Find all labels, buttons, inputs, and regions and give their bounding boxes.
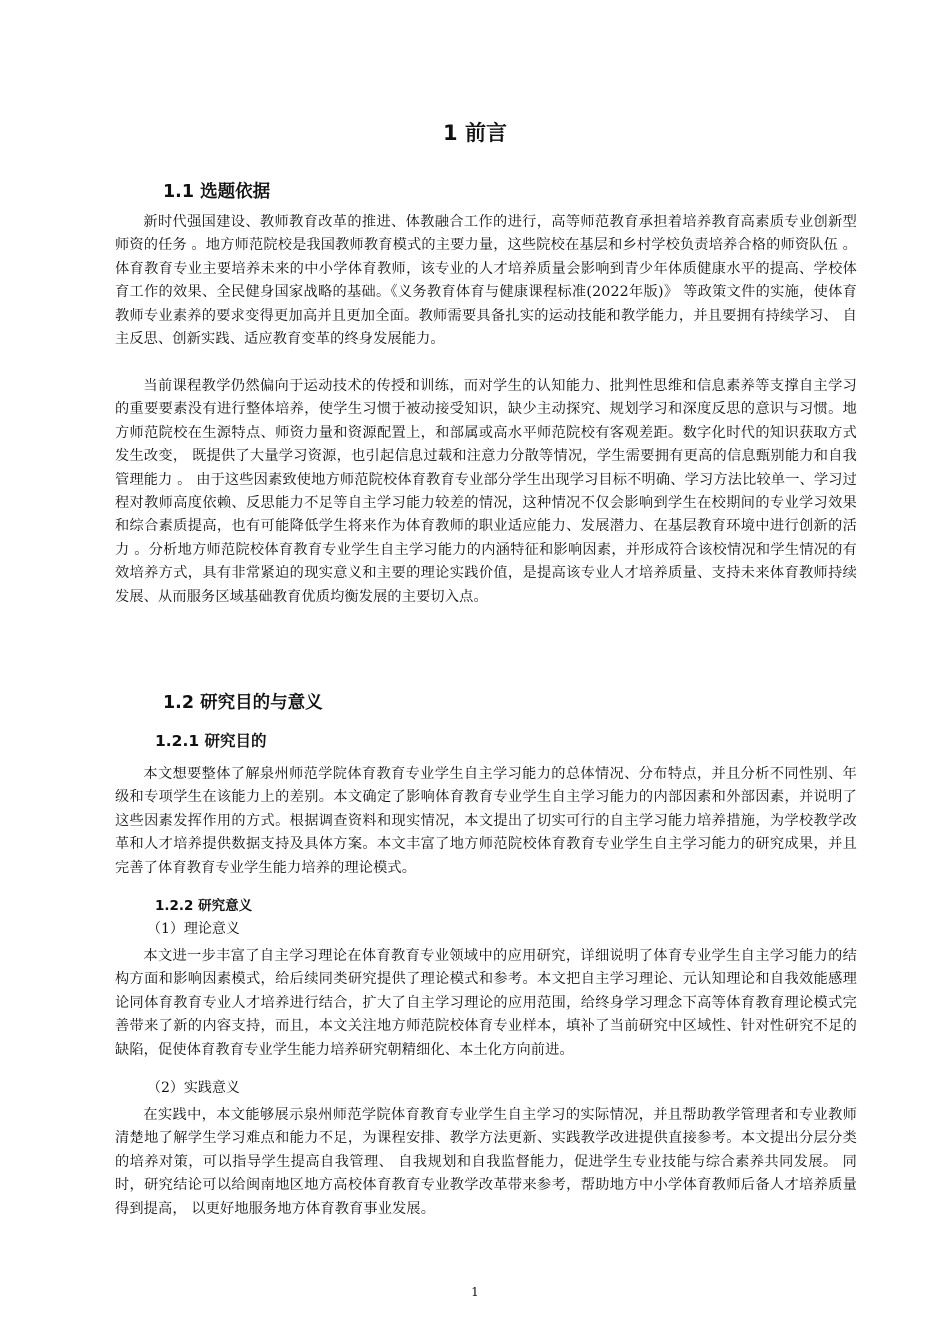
section-heading-1-2: 1.2 研究目的与意义: [163, 693, 323, 713]
paragraph-basis-2: 当前课程教学仍然偏向于运动技术的传授和训练，而对学生的认知能力、批判性思维和信息素养等支撑自主学习的重要要素没有进行整体培养，使学生习惯于被动接受知识，缺少主动探究、规划学习和深度反思的意识与习惯。地方师范院校在生源特点、师资力量和资源配置上，和部属或高水平师范院校有客观差距。数字化时代的知识获取方式发生改变， 既提供了大量学习资源，也引起信息过载和注意力分散等情况，学生需要拥有更高的信息甄别能力和自我管理能力 。 由于这些因素致使地方师范院校体育教育专业部分学生出现学习目标不明确、学习方法比较单一、学习过程对教师高度依赖、反思能力不足等自主学习能力较差的情况，这种情况不仅会影响到学生在校期间的专业学习效果和综合素质提高，也有可能降低学生将来作为体育教师的职业适应能力、发展潜力、在基层教育环境中进行创新的活力 。分析地方师范院校体育教育专业学生自主学习能力的内涵特征和影响因素，并形成符合该校情况和学生情况的有效培养方式，具有非常紧迫的现实意义和主要的理论实践价值，是提高该专业人才培养质量、支持未来体育教师持续发展、从而服务区域基础教育优质均衡发展的主要切入点。: [115, 378, 857, 605]
practice-significance-label: （2）实践意义: [147, 1080, 240, 1096]
paragraph-basis-1: 新时代强国建设、教师教育改革的推进、体教融合工作的进行，高等师范教育承担着培养教育高素质专业创新型师资的任务 。地方师范院校是我国教师教育模式的主要力量，这些院校在基层和乡村学校负责培养合格的师资队伍 。体育教育专业主要培养未来的中小学体育教师，该专业的人才培养质量会影响到青少年体质健康水平的提高、学校体育工作的效果、全民健身国家战略的基础。《义务教育体育与健康课程标准(2022年版)》 等政策文件的实施，使体育教师专业素养的要求变得更加高并且更加全面。教师需要具备扎实的运动技能和教学能力，并且要拥有持续学习、 自主反思、创新实践、适应教育变革的终身发展能力。: [115, 214, 857, 348]
section-heading-1-1: 1.1 选题依据: [163, 182, 271, 202]
page-number: 1: [471, 1285, 479, 1299]
subsection-heading-1-2-2: 1.2.2 研究意义: [155, 898, 253, 914]
chapter-title: 1 前言: [443, 121, 507, 145]
theory-significance-label: （1）理论意义: [147, 921, 240, 937]
paragraph-theory-significance: 本文进一步丰富了自主学习理论在体育教育专业领域中的应用研究，详细说明了体育专业学生自主学习能力的结构方面和影响因素模式，给后续同类研究提供了理论模式和参考。本文把自主学习理论、元认知理论和自我效能感理论同体育教育专业人才培养进行结合，扩大了自主学习理论的应用范围，给终身学习理念下高等体育教育理论模式完善带来了新的内容支持，而且，本文关注地方师范院校体育专业样本，填补了当前研究中区域性、针对性研究不足的缺陷，促使体育教育专业学生能力培养研究朝精细化、本土化方向前进。: [115, 948, 857, 1058]
paragraph-research-purpose: 本文想要整体了解泉州师范学院体育教育专业学生自主学习能力的总体情况、分布特点，并且分析不同性别、年级和专项学生在该能力上的差别。本文确定了影响体育教育专业学生自主学习能力的内部因素和外部因素，并说明了这些因素发挥作用的方式。根据调查资料和现实情况，本文提出了切实可行的自主学习能力培养措施，为学校教学改革和人才培养提供数据支持及具体方案。本文丰富了地方师范院校体育教育专业学生自主学习能力的研究成果，并且完善了体育教育专业学生能力培养的理论模式。: [115, 766, 857, 876]
subsection-heading-1-2-1: 1.2.1 研究目的: [155, 732, 267, 750]
paragraph-practice-significance: 在实践中，本文能够展示泉州师范学院体育教育专业学生自主学习的实际情况，并且帮助教学管理者和专业教师清楚地了解学生学习难点和能力不足，为课程安排、教学方法更新、实践教学改进提供直接参考。本文提出分层分类的培养对策，可以指导学生提高自我管理、 自我规划和自我监督能力，促进学生专业技能与综合素养共同发展。 同时，研究结论可以给闽南地区地方高校体育教育专业教学改革带来参考，帮助地方中小学体育教师后备人才培养质量得到提高， 以更好地服务地方体育教育事业发展。: [115, 1107, 857, 1217]
